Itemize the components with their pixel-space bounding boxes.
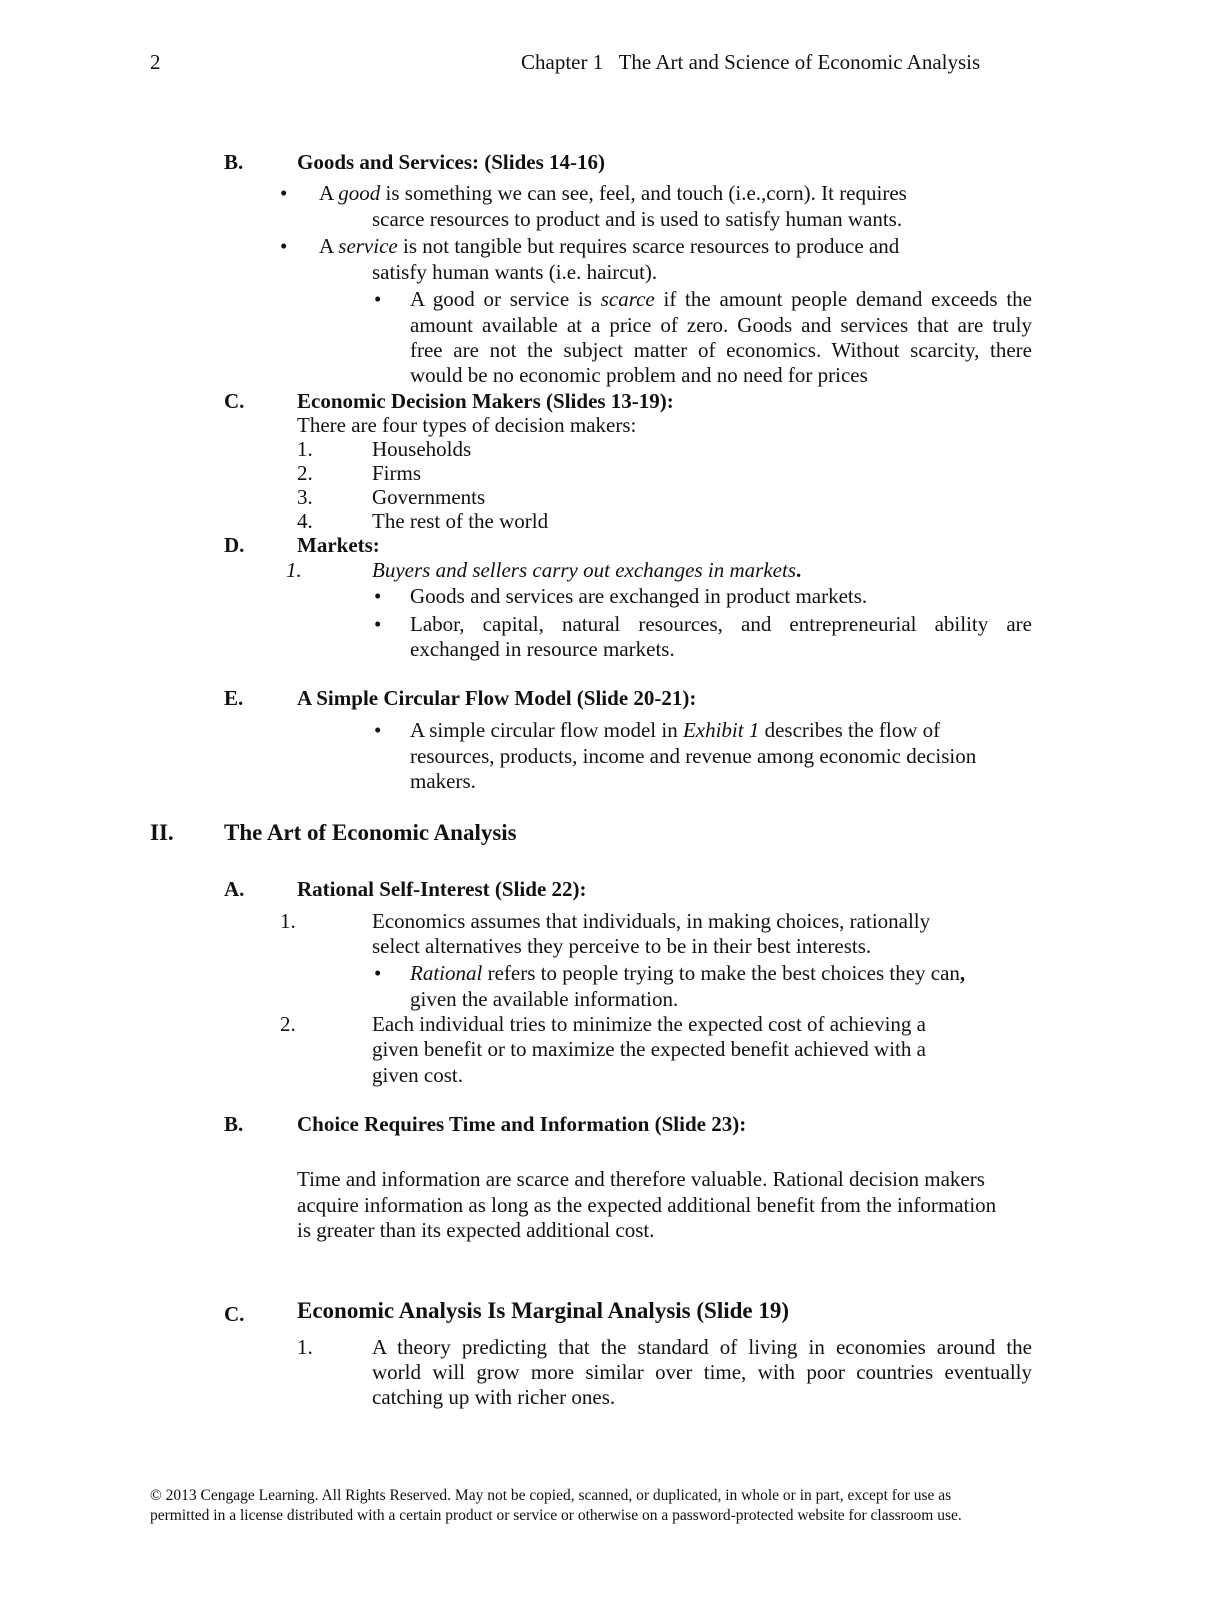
scarce-definition-line4: would be no economic problem and no need for prices <box>410 363 868 387</box>
section-c-letter: C. <box>224 389 245 413</box>
section-iib-heading: Choice Requires Time and Information (Slide 23): <box>297 1112 747 1136</box>
bullet-icon: • <box>374 718 382 742</box>
time-information-text-line3: is greater than its expected additional cost. <box>297 1218 655 1242</box>
list-number: 1. <box>297 437 313 461</box>
scarce-definition-line2: amount available at a price of zero. Goods and services that are truly <box>410 313 1032 337</box>
cost-benefit-text: Each individual tries to minimize the expected cost of achieving a <box>372 1012 926 1036</box>
list-number: 1. <box>286 558 302 582</box>
bullet-icon: • <box>374 584 382 608</box>
convergence-text-line2: world will grow more similar over time, with poor countries eventually <box>372 1360 1032 1384</box>
good-definition: A good is something we can see, feel, and touch (i.e.,corn). It requires <box>319 181 907 205</box>
self-interest-text: Economics assumes that individuals, in making choices, rationally <box>372 909 931 933</box>
list-number: 1. <box>297 1335 313 1359</box>
section-b-heading: Goods and Services: (Slides 14-16) <box>297 150 606 174</box>
service-definition: A service is not tangible but requires scarce resources to produce and <box>319 234 900 258</box>
list-number: 2. <box>297 461 313 485</box>
time-information-text: Time and information are scarce and therefore valuable. Rational decision makers <box>297 1167 985 1191</box>
section-c-heading: Economic Decision Makers (Slides 13-19): <box>297 389 674 413</box>
list-number: 4. <box>297 509 313 533</box>
bullet-icon: • <box>280 181 288 205</box>
circular-flow-text: A simple circular flow model in Exhibit 1 describes the flow of <box>410 718 941 742</box>
cost-benefit-text-line2: given benefit or to maximize the expected benefit achieved with a <box>372 1037 926 1061</box>
service-definition-cont: satisfy human wants (i.e. haircut). <box>372 260 658 284</box>
section-b-letter: B. <box>224 150 244 174</box>
circular-flow-text-line2: resources, products, income and revenue among economic decision <box>410 744 977 768</box>
section-iia-letter: A. <box>224 877 245 901</box>
list-item: The rest of the world <box>372 509 549 533</box>
convergence-text-line3: catching up with richer ones. <box>372 1385 616 1409</box>
section-d-heading: Markets: <box>297 533 380 557</box>
list-item: Firms <box>372 461 422 485</box>
list-number: 2. <box>280 1012 296 1036</box>
decision-makers-intro: There are four types of decision makers: <box>297 413 637 437</box>
bullet-icon: • <box>280 234 288 258</box>
chapter-title: The Art and Science of Economic Analysis <box>618 50 981 74</box>
rational-definition-cont: given the available information. <box>410 987 679 1011</box>
time-information-text-line2: acquire information as long as the expected additional benefit from the information <box>297 1193 997 1217</box>
list-number: 3. <box>297 485 313 509</box>
part-ii-numeral: II. <box>150 820 174 845</box>
bullet-icon: • <box>374 961 382 985</box>
section-iib-letter: B. <box>224 1112 244 1136</box>
list-item: Governments <box>372 485 486 509</box>
term-good: good <box>338 181 381 205</box>
scarce-definition-line3: free are not the subject matter of economics. Without scarcity, there <box>410 338 1032 362</box>
section-e-heading: A Simple Circular Flow Model (Slide 20-21): <box>297 686 697 710</box>
exhibit-reference: Exhibit 1 <box>682 718 760 742</box>
term-rational: Rational <box>410 961 483 985</box>
scarce-definition: A good or service is scarce if the amount people demand exceeds the <box>410 287 1032 311</box>
cost-benefit-text-line3: given cost. <box>372 1063 463 1087</box>
bullet-icon: • <box>374 287 382 311</box>
good-definition-cont: scarce resources to product and is used to satisfy human wants. <box>372 207 903 231</box>
term-service: service <box>338 234 398 258</box>
page-number: 2 <box>150 50 161 74</box>
copyright-notice: © 2013 Cengage Learning. All Rights Reserved. May not be copied, scanned, or duplicated, in whole or in part, except for use as <box>150 1487 952 1504</box>
rational-definition: Rational refers to people trying to make the best choices they can, <box>410 961 966 985</box>
resource-markets-cont: exchanged in resource markets. <box>410 637 675 661</box>
section-iic-heading: Economic Analysis Is Marginal Analysis (Slide 19) <box>297 1298 790 1323</box>
bullet-icon: • <box>374 612 382 636</box>
section-iic-letter: C. <box>224 1302 245 1326</box>
section-iia-heading: Rational Self-Interest (Slide 22): <box>297 877 587 901</box>
section-d-letter: D. <box>224 533 245 557</box>
term-scarce: scarce <box>600 287 655 311</box>
product-markets: Goods and services are exchanged in product markets. <box>410 584 868 608</box>
running-header <box>521 49 980 75</box>
list-number: 1. <box>280 909 296 933</box>
section-e-letter: E. <box>224 686 244 710</box>
list-item: Households <box>372 437 472 461</box>
self-interest-text-line2: select alternatives they perceive to be in their best interests. <box>372 934 872 958</box>
part-ii-heading: The Art of Economic Analysis <box>224 820 517 845</box>
convergence-text: A theory predicting that the standard of living in economies around the <box>372 1335 1032 1359</box>
copyright-notice-line2: permitted in a license distributed with a certain product or service or otherwise on a password-protected website for classroom use. <box>150 1507 962 1524</box>
resource-markets: Labor, capital, natural resources, and entrepreneurial ability are <box>410 612 1032 636</box>
markets-definition: Buyers and sellers carry out exchanges in markets. <box>372 558 802 582</box>
chapter-label: Chapter 1 <box>521 50 604 74</box>
circular-flow-text-line3: makers. <box>410 769 476 793</box>
